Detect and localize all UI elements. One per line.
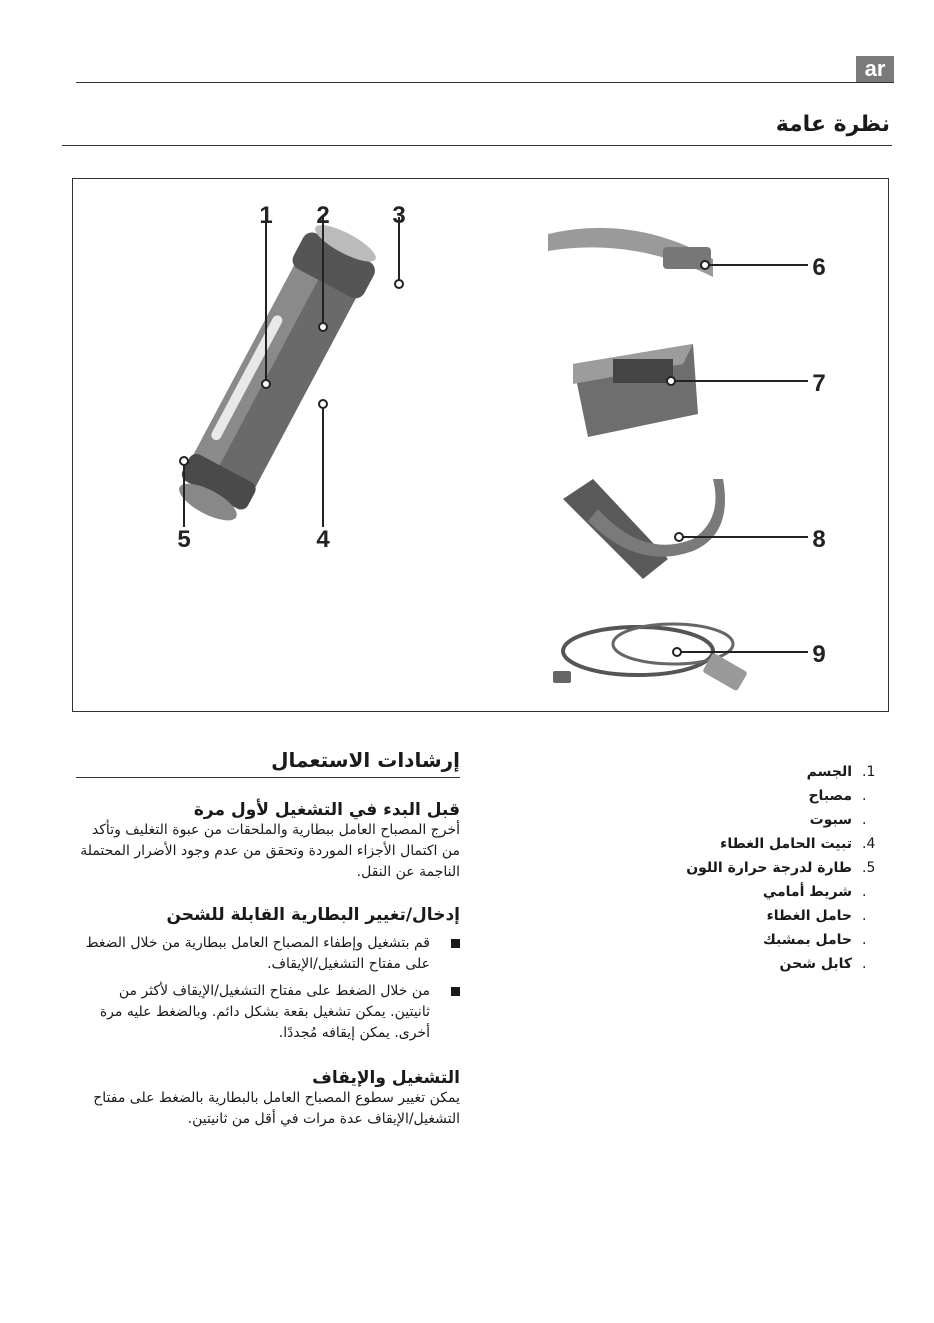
switching-heading: إدخال/تغيير البطارية القابلة للشحن	[166, 905, 460, 925]
page-title: نظرة عامة	[775, 112, 890, 137]
legend-label: الجسم	[806, 764, 852, 780]
title-rule	[62, 145, 892, 146]
callout-3: 3	[392, 202, 406, 229]
bullet-item	[76, 981, 460, 1044]
head-strap	[548, 228, 713, 277]
parts-legend	[634, 760, 894, 976]
callout-7: 7	[812, 370, 826, 397]
flashlight-body	[167, 216, 386, 532]
on-off-section	[76, 1068, 460, 1130]
legend-index: .	[862, 956, 867, 972]
bullet-text: من خلال الضغط على مفتاح التشغيل/الإيقاف لأكثر من ثانيتين. يمكن تشغيل بقعة بشكل دائم. وبالضغط عليه مرة أخرى. يمكن إيقافه مُجددًا.	[99, 983, 430, 1041]
legend-index: .	[862, 908, 867, 924]
instructions-heading: إرشادات الاستعمال	[271, 748, 460, 772]
callout-9: 9	[812, 641, 826, 668]
bullet-marker	[451, 939, 460, 948]
instructions-section	[76, 748, 460, 772]
callout-8: 8	[812, 526, 826, 553]
header-rule	[76, 82, 894, 83]
instructions-rule	[76, 777, 460, 778]
bullet-text: قم بتشغيل وإطفاء المصباح العامل ببطارية من خلال الضغط على مفتاح التشغيل/الإيقاف.	[85, 935, 430, 972]
legend-index: .	[862, 812, 867, 828]
legend-label: شريط أمامي	[762, 884, 852, 900]
legend-item	[634, 904, 894, 928]
charging-cable	[553, 624, 748, 692]
legend-item	[634, 760, 894, 784]
product-figure	[72, 178, 889, 712]
legend-label: كابل شحن	[779, 956, 852, 972]
legend-item	[634, 832, 894, 856]
helmet-holder	[573, 344, 698, 437]
legend-label: حامل بمشبك	[762, 932, 852, 948]
language-badge: ar	[856, 56, 894, 82]
callout-1: 1	[259, 202, 273, 229]
legend-item	[634, 856, 894, 880]
legend-index: .4	[862, 836, 876, 852]
before-first-use-heading: قبل البدء في التشغيل لأول مرة	[193, 800, 460, 820]
legend-index: .1	[862, 764, 876, 780]
switching-section	[76, 905, 460, 1044]
before-first-use-text: أخرج المصباح العامل ببطارية والملحقات من عبوة التغليف وتأكد من اكتمال الأجزاء الموردة وتحقق من عدم وجود الأضرار المحتملة الناجمة عن النقل.	[80, 822, 460, 880]
legend-item	[634, 784, 894, 808]
product-illustration	[73, 179, 890, 713]
legend-label: تبيت الحامل الغطاء	[720, 836, 852, 852]
before-first-use	[76, 800, 460, 883]
bullet-marker	[451, 987, 460, 996]
callout-5: 5	[177, 526, 191, 553]
legend-index: .5	[862, 860, 876, 876]
callout-4: 4	[316, 526, 330, 553]
legend-item	[634, 880, 894, 904]
legend-label: مصباح	[808, 788, 852, 804]
legend-index: .	[862, 788, 867, 804]
on-off-text: يمكن تغيير سطوع المصباح العامل بالبطارية بالضغط على مفتاح التشغيل/الإيقاف عدة مرات في أقل من ثانيتين.	[93, 1090, 460, 1127]
legend-item	[634, 928, 894, 952]
legend-item	[634, 808, 894, 832]
bullet-item	[76, 933, 460, 975]
handlebar-clip	[563, 479, 725, 579]
legend-index: .	[862, 932, 867, 948]
legend-index: .	[862, 884, 867, 900]
legend-label: حامل الغطاء	[766, 908, 852, 924]
callout-2: 2	[316, 202, 330, 229]
legend-item	[634, 952, 894, 976]
on-off-heading: التشغيل والإيقاف	[312, 1068, 460, 1088]
callout-6: 6	[812, 254, 826, 281]
legend-label: سبوت	[809, 812, 852, 828]
legend-label: طارة لدرجة حرارة اللون	[686, 860, 852, 876]
